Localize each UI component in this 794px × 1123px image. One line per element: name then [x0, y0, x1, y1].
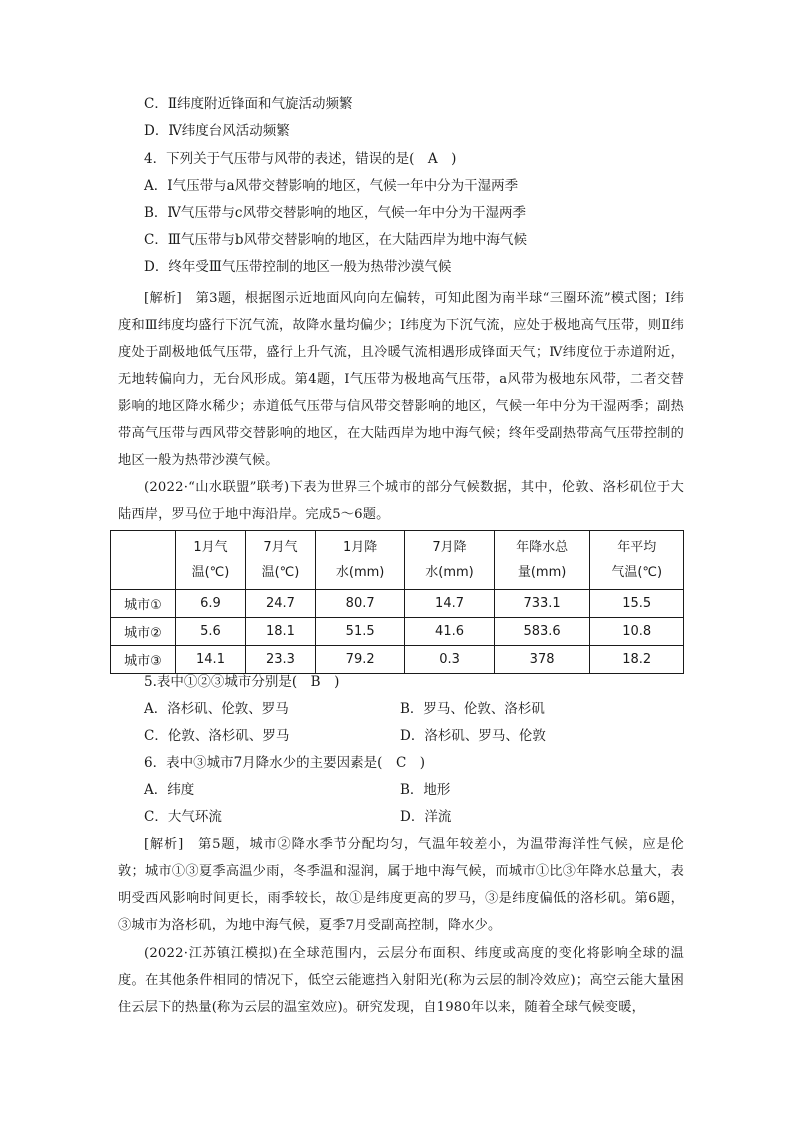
q4-option-d: D．终年受Ⅲ气压带控制的地区一般为热带沙漠气候 [144, 259, 452, 275]
table-cell: 15.5 [590, 590, 684, 618]
q3-option-d: D．Ⅳ纬度台风活动频繁 [144, 123, 290, 139]
table-cell: 10.8 [590, 618, 684, 646]
table-cell: 城市② [111, 618, 176, 646]
climate-table [110, 530, 684, 674]
table-cell: 5.6 [176, 618, 246, 646]
table-header-row [111, 531, 684, 590]
table-header-cell: 年降水总 量(mm) [494, 531, 590, 590]
table-cell: 583.6 [494, 618, 590, 646]
table-cell: 0.3 [405, 646, 494, 674]
q5-option-d: D．洛杉矶、罗马、伦敦 [400, 728, 546, 744]
q5-option-b: B．罗马、伦敦、洛杉矶 [400, 701, 545, 717]
intro-q5-q6: (2022·“山水联盟”联考)下表为世界三个城市的部分气候数据，其中，伦敦、洛杉矶位于大陆西岸，罗马位于地中海沿岸。完成5～6题。 [118, 480, 684, 522]
table-cell: 733.1 [494, 590, 590, 618]
table-cell: 14.1 [176, 646, 246, 674]
table-header-cell: 7月气 温(℃) [245, 531, 315, 590]
table-cell: 80.7 [315, 590, 404, 618]
q5-stem: 5.表中①②③城市分别是( B ) [144, 674, 340, 690]
intro-cloud-passage: (2022·江苏镇江模拟)在全球范围内，云层分布面积、纬度或高度的变化将影响全球的温度。在其他条件相同的情况下，低空云能遮挡入射阳光(称为云层的制冷效应)；高空云能大量困住云层下的热量(称为云层的温室效应)。研究发现，自1980年以来，随着全球气候变暖， [118, 946, 684, 1015]
table-header-cell [111, 531, 176, 590]
q4-option-b: B．Ⅳ气压带与c风带交替影响的地区，气候一年中分为干湿两季 [144, 205, 526, 221]
table-cell: 24.7 [245, 590, 315, 618]
table-row [111, 646, 684, 674]
table-cell: 79.2 [315, 646, 404, 674]
table-header-cell: 1月气 温(℃) [176, 531, 246, 590]
q4-option-a: A．Ⅰ气压带与a风带交替影响的地区，气候一年中分为干湿两季 [144, 178, 519, 194]
table-cell: 城市③ [111, 646, 176, 674]
q6-option-b: B．地形 [400, 782, 451, 798]
table-header-cell: 1月降 水(mm) [315, 531, 404, 590]
table-cell: 41.6 [405, 618, 494, 646]
analysis-q5-q6: [解析] 第5题，城市②降水季节分配均匀，气温年较差小，为温带海洋性气候，应是伦敦；城市①③夏季高温少雨，冬季温和湿润，属于地中海气候，而城市①比③年降水总量大，表明受西风影响时间更长，雨季较长，故①是纬度更高的罗马，③是纬度偏低的洛杉矶。第6题，③城市为洛杉矶，为地中海气候，夏季7月受副高控制，降水少。 [118, 837, 684, 933]
q5-option-a: A．洛杉矶、伦敦、罗马 [144, 701, 289, 717]
q6-stem: 6．表中③城市7月降水少的主要因素是( C ) [144, 755, 426, 771]
q4-option-c: C．Ⅲ气压带与b风带交替影响的地区，在大陆西岸为地中海气候 [144, 232, 527, 248]
table-cell: 18.1 [245, 618, 315, 646]
q6-option-a: A．纬度 [144, 782, 195, 798]
q3-option-c: C．Ⅱ纬度附近锋面和气旋活动频繁 [144, 96, 353, 112]
table-row [111, 590, 684, 618]
q6-option-d: D．洋流 [400, 809, 452, 825]
q6-option-c: C．大气环流 [144, 809, 222, 825]
table-cell: 378 [494, 646, 590, 674]
table-cell: 城市① [111, 590, 176, 618]
table-cell: 23.3 [245, 646, 315, 674]
q5-option-c: C．伦敦、洛杉矶、罗马 [144, 728, 290, 744]
table-cell: 6.9 [176, 590, 246, 618]
analysis-q3-q4: [解析] 第3题，根据图示近地面风向向左偏转，可知此图为南半球“三圈环流”模式图；Ⅰ纬度和Ⅲ纬度均盛行下沉气流，故降水量均偏少；Ⅰ纬度为下沉气流，应处于极地高气压带，则Ⅱ纬度处于副极地低气压带，盛行上升气流，且冷暖气流相遇形成锋面天气；Ⅳ纬度位于赤道附近，无地转偏向力，无台风形成。第4题，Ⅰ气压带为极地高气压带，a风带为极地东风带，二者交替影响的地区降水稀少；赤道低气压带与信风带交替影响的地区，气候一年中分为干湿两季；副热带高气压带与西风带交替影响的地区，在大陆西岸为地中海气候；终年受副热带高气压带控制的地区一般为热带沙漠气候。 [118, 291, 684, 468]
table-cell: 51.5 [315, 618, 404, 646]
table-header-cell: 7月降 水(mm) [405, 531, 494, 590]
table-cell: 18.2 [590, 646, 684, 674]
table-header-cell: 年平均 气温(℃) [590, 531, 684, 590]
table-row [111, 618, 684, 646]
q4-stem: 4．下列关于气压带与风带的表述，错误的是( A ) [144, 151, 457, 167]
table-cell: 14.7 [405, 590, 494, 618]
